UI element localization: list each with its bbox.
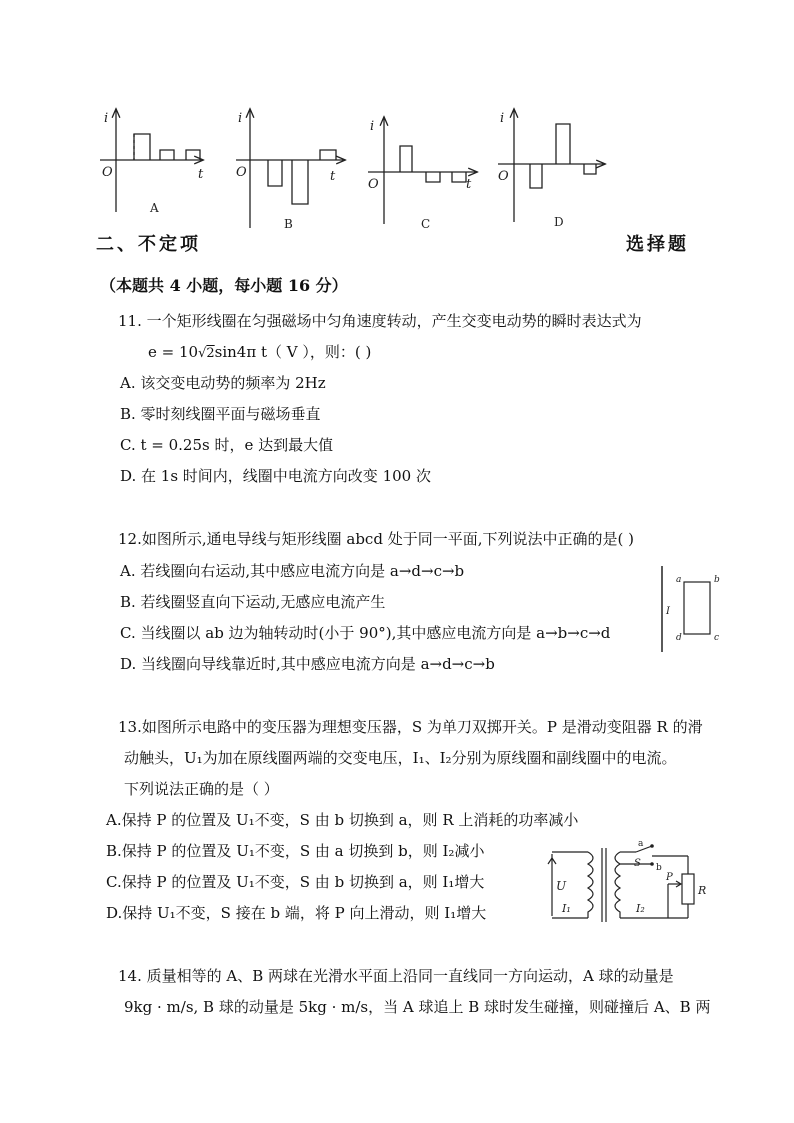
graph-b-origin: O [236, 165, 247, 180]
q12-option-d[interactable]: D. 当线圈向导线靠近时,其中感应电流方向是 a→d→c→b [120, 655, 495, 673]
q13-transformer-figure [540, 840, 720, 926]
q14-line1: 14. 质量相等的 A、B 两球在光滑水平面上沿同一直线同一方向运动，A 球的动量是 [118, 967, 674, 985]
graph-d-i-label: i [500, 111, 505, 126]
q12-label-i: I [666, 606, 670, 617]
graph-b [236, 110, 344, 228]
q13-stem-line3: 下列说法正确的是（ ） [124, 780, 279, 798]
q13-option-a[interactable]: A.保持 P 的位置及 U₁不变，S 由 b 切换到 a，则 R 上消耗的功率减小 [106, 811, 579, 829]
graph-b-t-label: t [330, 169, 336, 184]
q14-line2: 9kg · m/s, B 球的动量是 5kg · m/s，当 A 球追上 B 球时发生碰撞，则碰撞后 A、B 两 [124, 998, 711, 1016]
graph-c [368, 118, 476, 224]
q13-label-b: b [656, 863, 662, 873]
q11-option-b[interactable]: B. 零时刻线圈平面与磁场垂直 [120, 405, 321, 423]
section-title-left: 二、不定项 [96, 234, 201, 255]
graph-a [100, 110, 202, 212]
q13-stem-line2: 动触头，U₁为加在原线圈两端的交变电压，I₁、I₂分别为原线圈和副线圈中的电流。 [124, 749, 677, 767]
graph-c-label: C [421, 217, 431, 231]
q11-stem: 11. 一个矩形线圈在匀强磁场中匀角速度转动，产生交变电动势的瞬时表达式为 [118, 312, 642, 330]
q12-label-d: d [676, 633, 682, 643]
graph-a-origin: O [102, 165, 113, 180]
q12-label-b: b [714, 575, 720, 585]
graph-d-label: D [554, 215, 564, 229]
q13-label-a: a [638, 840, 644, 849]
q13-label-p: P [666, 872, 673, 883]
graph-c-origin: O [368, 177, 379, 192]
q13-label-i1: I₁ [562, 902, 571, 915]
section-title-right: 选择题 [626, 234, 689, 255]
q11-option-d[interactable]: D. 在 1s 时间内，线圈中电流方向改变 100 次 [120, 467, 431, 485]
sqrt-symbol: √ [198, 346, 207, 361]
q11-formula [148, 341, 371, 362]
q13-label-i2: I₂ [636, 902, 645, 915]
q11-formula-post: sin4π t（ V ），则：( ) [214, 343, 372, 361]
graph-c-i-label: i [370, 119, 375, 134]
q13-option-d[interactable]: D.保持 U₁不变，S 接在 b 端，将 P 向上滑动，则 I₁增大 [106, 904, 487, 922]
q13-label-s: S [634, 858, 641, 869]
q12-stem: 12.如图所示,通电导线与矩形线圈 abcd 处于同一平面,下列说法中正确的是( ) [118, 530, 634, 548]
q12-option-b[interactable]: B. 若线圈竖直向下运动,无感应电流产生 [120, 593, 386, 611]
graph-d-origin: O [498, 169, 509, 184]
graph-c-t-label: t [466, 177, 472, 192]
current-graphs-figure [90, 100, 620, 240]
graph-a-i-label: i [104, 111, 109, 126]
graph-b-label: B [284, 217, 293, 231]
q12-label-a: a [676, 575, 682, 585]
section-subtitle: （本题共 4 小题，每小题 16 分） [100, 276, 348, 295]
q13-stem-line1: 13.如图所示电路中的变压器为理想变压器，S 为单刀双掷开关。P 是滑动变阻器 R 的滑 [118, 718, 703, 736]
graph-a-t-label: t [198, 167, 204, 182]
q13-label-r: R [698, 884, 707, 897]
q12-option-c[interactable]: C. 当线圈以 ab 边为轴转动时(小于 90°),其中感应电流方向是 a→b→c→d [120, 624, 611, 642]
graph-a-label: A [150, 201, 159, 215]
q11-formula-pre: e = 10 [148, 343, 199, 361]
q13-option-c[interactable]: C.保持 P 的位置及 U₁不变，S 由 b 切换到 a，则 I₁增大 [106, 873, 485, 891]
q12-wire-coil-figure [650, 562, 730, 656]
q11-option-a[interactable]: A. 该交变电动势的频率为 2Hz [120, 374, 326, 392]
q12-option-a[interactable]: A. 若线圈向右运动,其中感应电流方向是 a→d→c→b [120, 562, 465, 580]
q13-option-b[interactable]: B.保持 P 的位置及 U₁不变，S 由 a 切换到 b，则 I₂减小 [106, 842, 485, 860]
graph-d [498, 110, 604, 222]
graph-b-i-label: i [238, 111, 243, 126]
q11-formula-sqrt: 2 [206, 346, 215, 361]
q12-label-c: c [714, 633, 720, 643]
q11-option-c[interactable]: C. t = 0.25s 时，e 达到最大值 [120, 436, 334, 454]
q13-label-u: U [556, 879, 567, 893]
